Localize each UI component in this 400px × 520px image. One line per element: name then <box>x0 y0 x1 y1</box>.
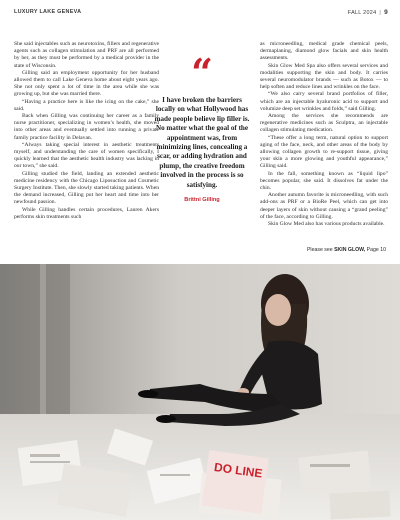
continuation-note[interactable] <box>307 247 386 253</box>
quote-mark-icon: “ <box>191 50 213 95</box>
issue-label: FALL 2024 <box>347 10 377 16</box>
paragraph: “Having a practice here is like the icing on the cake,” she said. <box>14 98 159 112</box>
article-column-right <box>260 41 388 228</box>
continuation-target: SKIN GLOW, <box>334 247 366 253</box>
paragraph: Skin Glow Med also has various products available. <box>268 221 385 228</box>
paragraph: “We also carry several brand portfolios of filler, which are an injectable hyaluronic acid to support and volumize deep set wrinkles and folds,” said Gilling. <box>260 91 388 112</box>
continuation-prefix: Please see <box>306 247 333 253</box>
pull-quote-author: Brittni Gilling <box>184 197 220 204</box>
page-header <box>14 6 388 20</box>
page-number: 9 <box>384 9 388 16</box>
paragraph: “These offer a long term, natural option to support aging of the face, neck, and other areas of the body by allowing collagen growth to re-support tissue, giving your skin a more glowing and youthful appearance,” Gilling said. <box>260 134 388 170</box>
separator: | <box>379 10 382 16</box>
publication-name: LUXURY LAKE GENEVA <box>14 9 82 15</box>
paragraph: While Gilling handles certain procedures, Lauren Akers performs skin treatments such <box>14 206 159 220</box>
paragraph: Skin Glow Med Spa also offers several services and modalities supporting the skin and body. It carries several neuromodulator brands — such as Botox — to help soften and reduce lines and wrinkles on the face. <box>260 62 388 91</box>
pull-quote <box>152 50 252 204</box>
paragraph: Gilling said an employment opportunity for her husband allowed them to call Lake Geneva home about eight years ago. She not only spent a lot of time in the area while she was growing up, but she was married there. <box>14 69 159 98</box>
paragraph: Gilling studied the field, landing an extended aesthetic medicine residency with the Chicago Liposuction and Cosmetic Surgery Institute. Then, she slowly started taking patients. When the demand increased, Gilling put her heart and time into her newfound passion. <box>14 170 159 206</box>
article-column-left <box>14 41 159 221</box>
pull-quote-text: I have broken the barriers locally on what Hollywood has made people believe lip filler is. No matter what the goal of the appointment was, from minimizing lines, concealing a scar, or adding hydration and plump, the creative freedom involved in the process is so satisfying. <box>154 96 250 189</box>
paragraph: “Always taking special interest in aesthetic treatments myself, and understanding the care of women specifically, I quickly learned that the aesthetic health industry was lacking in our town,” she said. <box>14 141 159 170</box>
magazine-cover-text: DO LINE <box>213 460 264 481</box>
paragraph: Another autumn favorite is microneedling, with such add-ons as PRF or a BioRe Peel, which can get into deeper layers of skin without causing a “grand peeling” of the face, according to Gilling. <box>260 192 388 220</box>
feature-photo <box>0 264 400 520</box>
paragraph: She said injectables such as neurotoxins, fillers and regenerative agents such as collagen stimulation and PRF are all performed by her, as they must be performed by a medical provider in the state of Wisconsin. <box>14 41 159 69</box>
paragraph: In the fall, something known as “liquid lipo” becomes popular, she said. It dissolves fat under the chin. <box>260 170 388 192</box>
paragraph: as microneedling, medical grade chemical peels, dermaplaning, diamond glow facials and skin health assessments. <box>260 41 388 62</box>
paragraph: Among the services she recommends are regenerative medicines such as Sculptra, an injectable collagen stimulating medication. <box>260 113 388 134</box>
paragraph: Back when Gilling was continuing her career as a family nurse practitioner, specializing in women’s health, she moved into other areas and eventually settled into running a private family practice facility in Delavan. <box>14 113 159 141</box>
issue-and-page <box>348 9 388 16</box>
photo-illustration <box>0 264 400 520</box>
continuation-page: Page 10 <box>366 247 386 253</box>
